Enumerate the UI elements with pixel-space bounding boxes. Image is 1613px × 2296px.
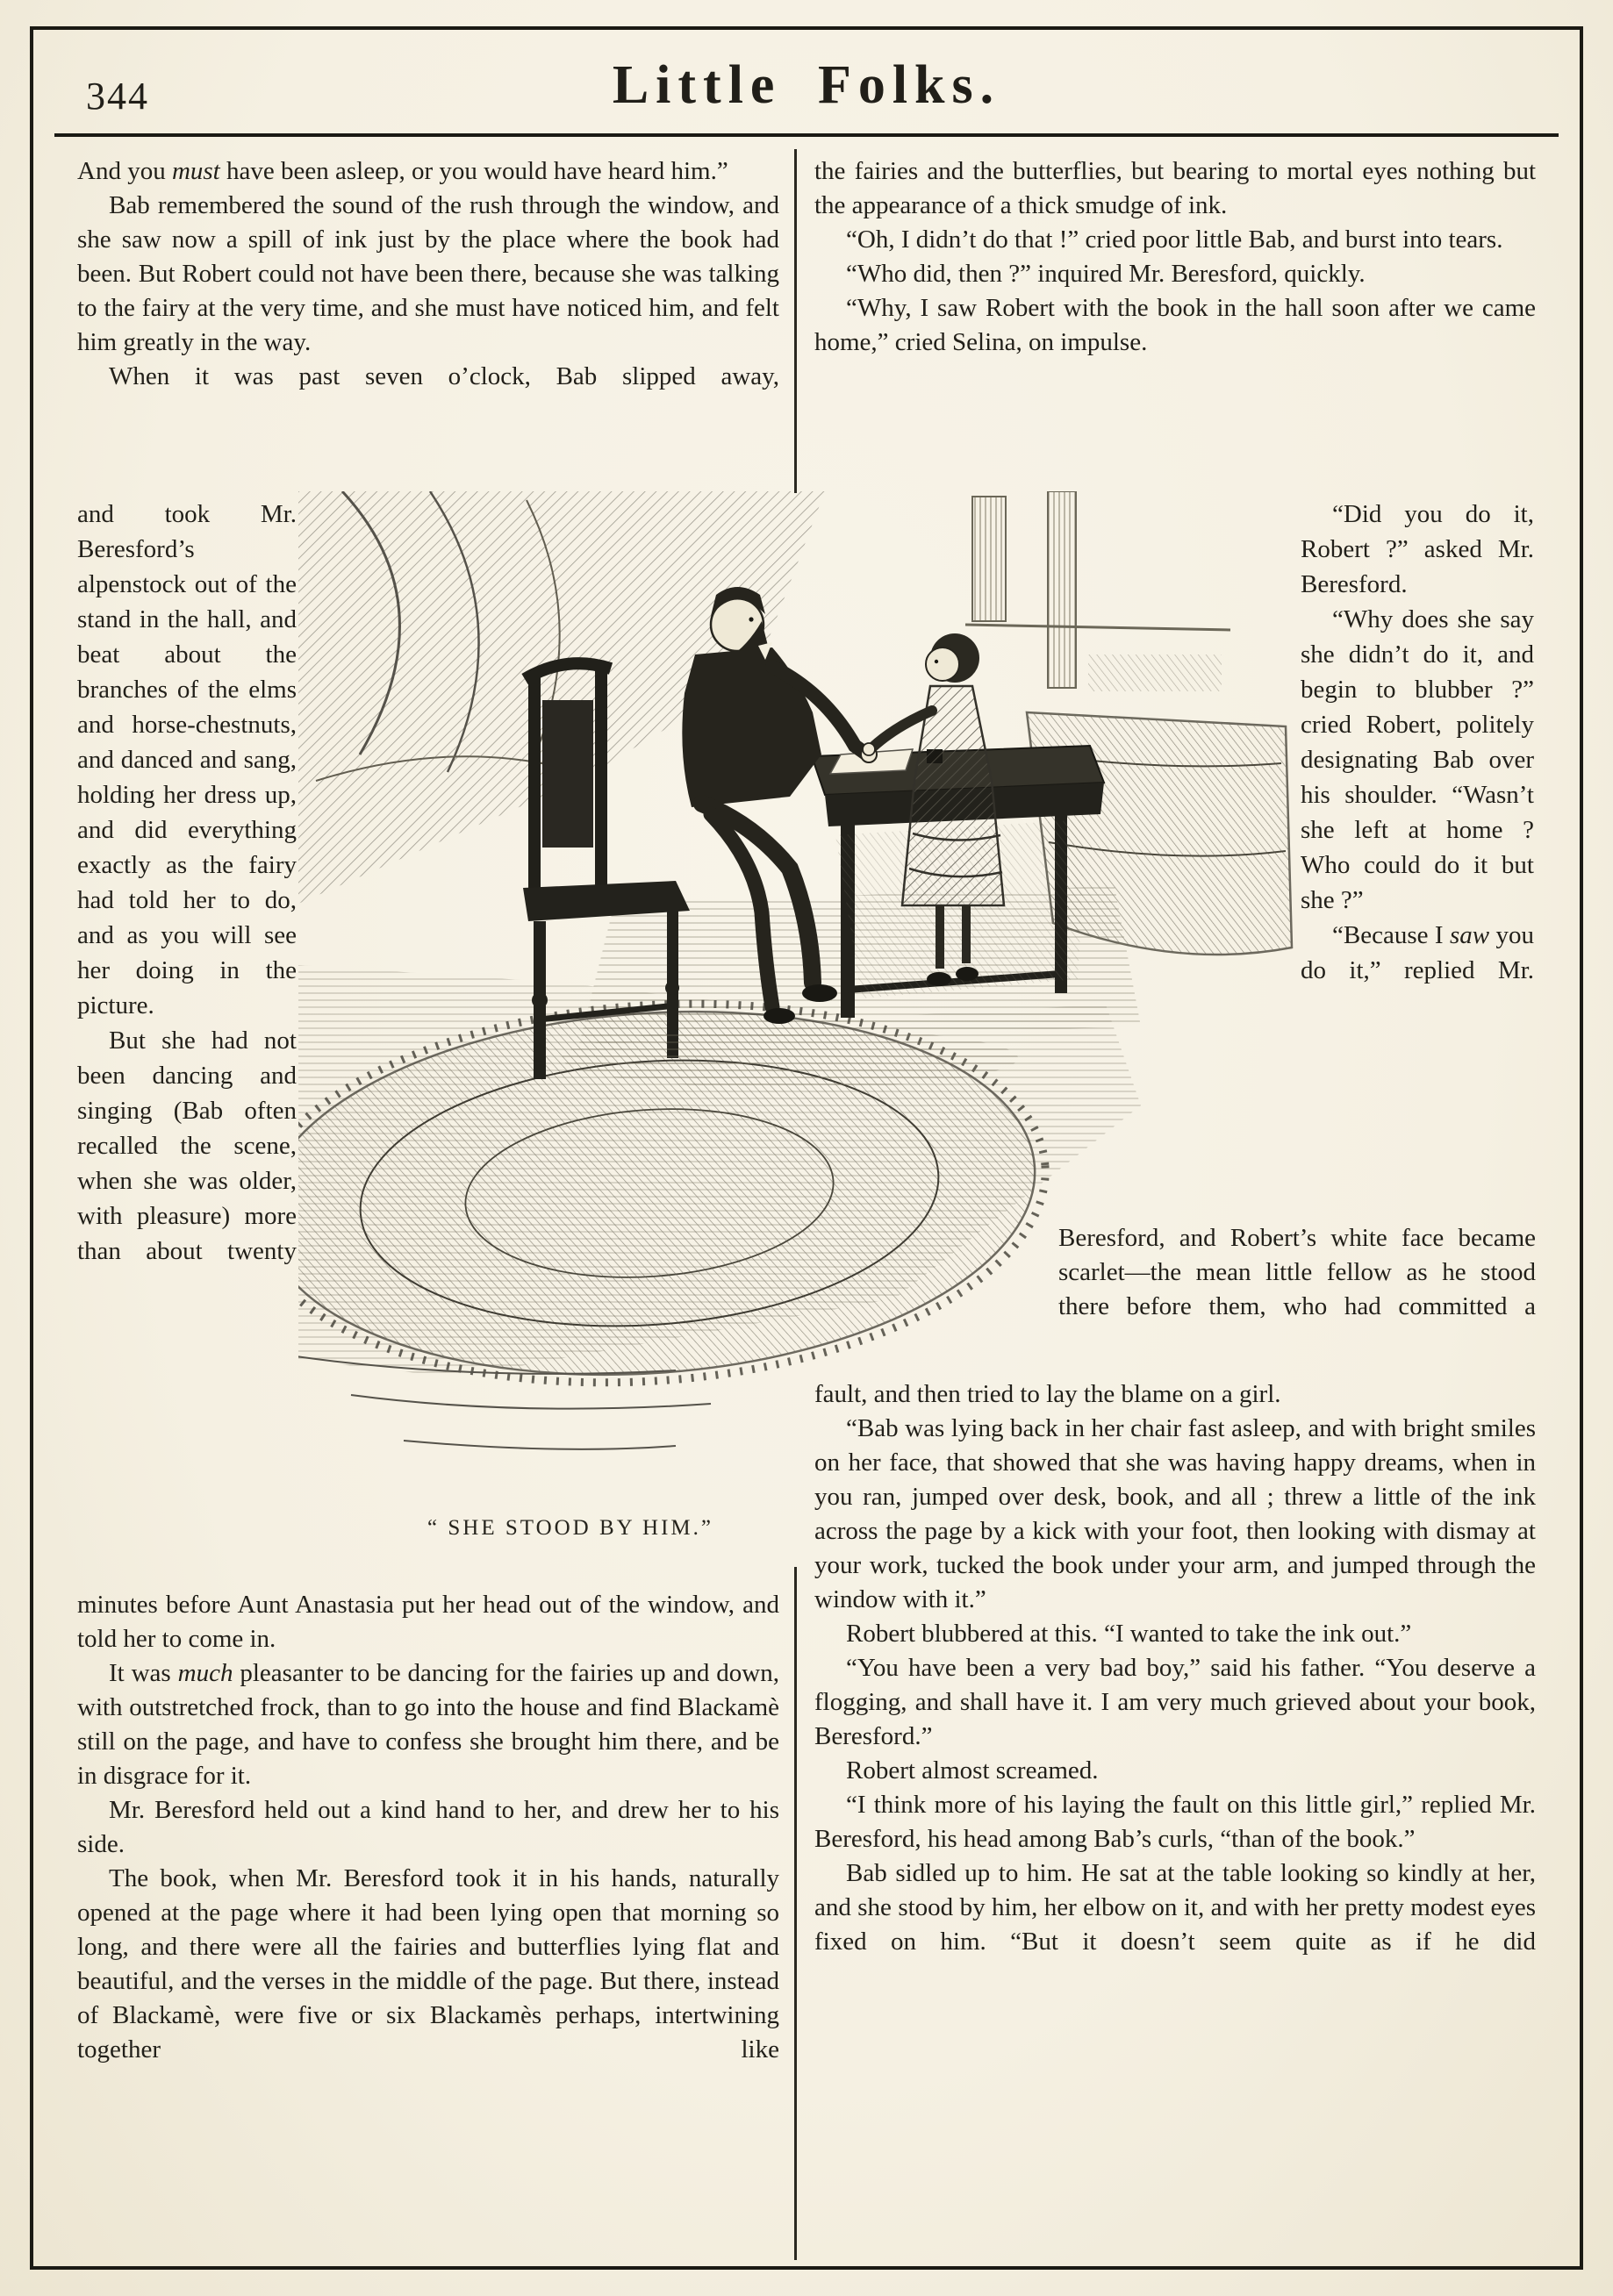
paragraph: “Did you do it, Robert ?” asked Mr. Beresford. <box>1301 500 1534 598</box>
paragraph: And you must have been asleep, or you would have heard him.” <box>77 157 728 185</box>
figures-shadow <box>562 1028 1018 1088</box>
text-region-left-bottom <box>77 1588 779 2067</box>
paragraph: the fairies and the butterflies, but bearing to mortal eyes nothing but the appearance of a thick smudge of ink. <box>814 157 1536 219</box>
paragraph: Beresford, and Robert’s white face became scarlet—the mean little fellow as he stood there before them, who had committed a <box>1058 1224 1536 1320</box>
paragraph: “I think more of his laying the fault on this little girl,” replied Mr. Beresford, his head among Bab’s curls, “than of the book.” <box>814 1791 1536 1853</box>
paragraph: When it was past seven o’clock, Bab slipped away, <box>109 362 779 390</box>
paragraph: and took Mr. Beresford’s alpenstock out of the stand in the hall, and beat about the branches of the elms and horse-chestnuts, and danced and sang, holding her dress up, and did everything exactly as the fairy had told her to do, and as you will see her doing in the picture. <box>77 500 297 1019</box>
paragraph: But she had not been dancing and singing (Bab often recalled the scene, when she was older, with pleasure) more than about twenty <box>77 1026 297 1265</box>
paragraph: Robert almost screamed. <box>846 1756 1099 1785</box>
paragraph: Bab remembered the sound of the rush through the window, and she saw now a spill of ink just by the place where the book had been. But Robert could not have been there, because she was talking to the fairy at the very time, and she must have noticed him, and felt him greatly in the way. <box>77 191 779 356</box>
text-region-right-bottom <box>814 1377 1536 1959</box>
paragraph: minutes before Aunt Anastasia put her head out of the window, and told her to come in. <box>77 1591 779 1653</box>
page-number: 344 <box>86 75 149 118</box>
paragraph: “Why does she say she didn’t do it, and begin to blubber ?” cried Robert, politely designating Bab over his shoulder. “Wasn’t she left at home ? Who could do it but she ?” <box>1301 605 1534 914</box>
text-region-right-narrow <box>1301 497 1534 988</box>
text-region-left-narrow <box>77 497 297 1269</box>
paragraph: fault, and then tried to lay the blame on a girl. <box>814 1380 1281 1408</box>
paragraph: “Why, I saw Robert with the book in the hall soon after we came home,” cried Selina, on impulse. <box>814 294 1536 356</box>
paragraph: It was much pleasanter to be dancing for the fairies up and down, with outstretched frock, than to go into the house and find Blackamè still on the page, and have to confess she brought him there, and be in disgrace for it. <box>77 1659 779 1790</box>
window-frame <box>965 491 1230 691</box>
paragraph: Robert blubbered at this. “I wanted to take the ink out.” <box>846 1620 1412 1648</box>
text-region-right-mid <box>1058 1221 1536 1324</box>
paragraph: “You have been a very bad boy,” said his father. “You deserve a flogging, and shall have it. I am very much grieved about your book, Beresford.” <box>814 1654 1536 1750</box>
paragraph: The book, when Mr. Beresford took it in his hands, naturally opened at the page where it had been lying open that morning so long, and there were all the fairies and butterflies lying flat and beautiful, and the verses in the middle of the page. But there, instead of Blackamè, were five or six Blackamès perhaps, intertwining together like <box>77 1864 779 2064</box>
paragraph: Bab sidled up to him. He sat at the table looking so kindly at her, and she stood by him, her elbow on it, and with her pretty modest eyes fixed on him. “But it doesn’t seem quite as if he did <box>814 1859 1536 1956</box>
header-rule <box>54 133 1559 137</box>
text-region-right-top <box>814 154 1536 360</box>
paragraph: Mr. Beresford held out a kind hand to her, and drew her to his side. <box>77 1796 779 1858</box>
paragraph: “Oh, I didn’t do that !” cried poor little Bab, and burst into tears. <box>846 225 1503 254</box>
illustration-engraving <box>298 491 1299 1513</box>
column-divider-bottom <box>794 1567 797 2260</box>
text-region-left-top <box>77 154 779 394</box>
paragraph: “Who did, then ?” inquired Mr. Beresford, quickly. <box>846 260 1366 288</box>
page-title: Little Folks. <box>612 55 1001 115</box>
illustration-caption: “ SHE STOOD BY HIM.” <box>427 1516 713 1540</box>
paragraph: “Because I saw you do it,” replied Mr. <box>1301 921 1534 984</box>
column-divider-top <box>794 149 797 493</box>
paragraph: “Bab was lying back in her chair fast asleep, and with bright smiles on her face, that showed that she was having happy dreams, when in you ran, jumped over desk, book, and all ; threw a little of the ink across the page by a kick with your foot, then looking with dismay at your work, tucked the book under your arm, and jumped through the window with it.” <box>814 1414 1536 1613</box>
